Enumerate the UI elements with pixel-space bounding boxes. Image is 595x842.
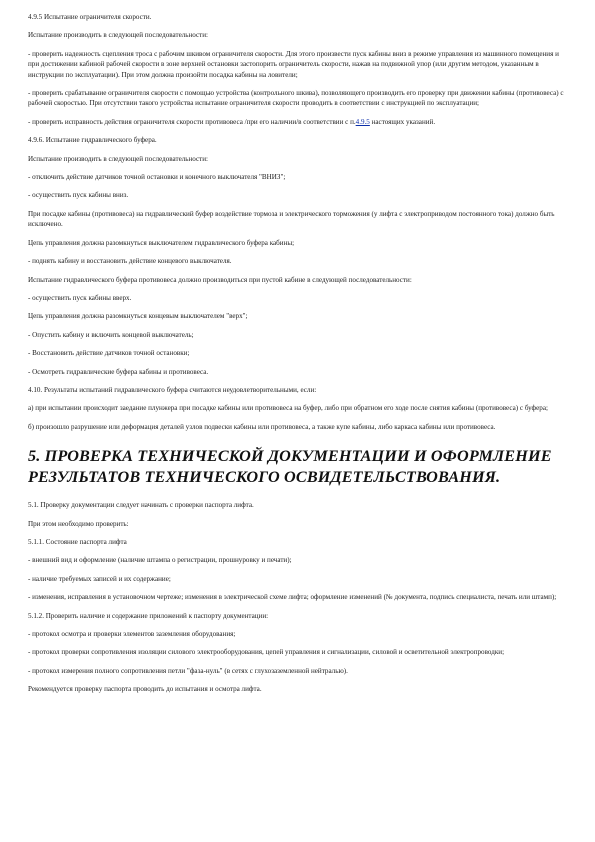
item-4-9-5-3-tail: настоящих указаний.	[369, 117, 436, 126]
item-4-10-b: б) произошло разрушение или деформация деталей узлов подвески кабины или противовеса, а также купе кабины, либо каркаса кабины или противовеса.	[28, 422, 496, 431]
item-4-9-5-2: - проверить срабатывание ограничителя скорости с помощью устройства (контрольного шкива), позволяющего производить его проверку при движении кабины (противовеса) с рабочей скоростью. При отсутствии такого устройства испытание ограничителя скорости проводить в соответствии с инструкцией по эксплуатации;	[28, 89, 564, 108]
para-4-9-6-3: Испытание гидравлического буфера противовеса должно производиться при пустой кабине в следующей последовательности:	[28, 275, 412, 284]
para-4-9-6-1: При посадке кабины (противовеса) на гидравлический буфер воздействие тормоза и электрического торможения (у лифта с электроприводом постоянного тока) должно быть исключено.	[28, 209, 555, 229]
para-5-1-2: 5.1.2. Проверить наличие и содержание приложений к паспорту документации:	[28, 611, 269, 620]
heading-4-10: 4.10. Результаты испытаний гидравлического буфера считаются неудовлетворительными, если:	[28, 385, 317, 394]
heading-4-9-5: 4.9.5 Испытание ограничителя скорости.	[28, 13, 152, 21]
intro-4-9-6: Испытание производить в следующей последовательности:	[28, 154, 209, 163]
para-check: При этом необходимо проверить:	[28, 519, 129, 528]
item-5-5: - протокол проверки сопротивления изоляции силового электрооборудования, цепей управления и сигнализации, силовой и осветительной электропроводки;	[28, 648, 505, 657]
para-5-1-1: 5.1.1. Состояние паспорта лифта	[28, 537, 127, 546]
item-5-4: - протокол осмотра и проверки элементов заземления оборудования;	[28, 630, 236, 638]
item-5-6: - протокол измерения полного сопротивления петли "фаза-нуль" (в сетях с глухозаземленной нейтралью).	[28, 666, 348, 675]
item-4-9-5-3	[28, 117, 568, 127]
item-4-9-6-6: - Восстановить действие датчиков точной остановки;	[28, 349, 190, 358]
heading-4-9-6: 4.9.6. Испытание гидравлического буфера.	[28, 136, 157, 145]
item-4-9-6-1: - отключить действие датчиков точной остановки и конечного выключателя "ВНИЗ";	[28, 173, 286, 182]
item-5-1: - внешний вид и оформление (наличие штампа о регистрации, прошнуровку и печати);	[28, 556, 292, 565]
item-4-10-a: а) при испытании происходит заедание плунжера при посадке кабины или противовеса на буфер, либо при обратном его ходе после снятия кабины (противовеса) с буфера;	[28, 404, 548, 413]
document-page	[28, 12, 568, 695]
item-4-9-6-4: - осуществить пуск кабины вверх.	[28, 293, 132, 302]
item-5-2: - наличие требуемых записей и их содержание;	[28, 574, 171, 583]
item-4-9-5-1: - проверить надежность сцепления троса с рабочим шкивом ограничителя скорости. Для этого произвести пуск кабины вниз в режиме управления из машинного помещения и при достижении кабиной рабочей скорости в зоне верхней остановки застопорить ограничитель скорости, нажав на подвижной упор (или другим методом, указанным в инструкции по эксплуатации). При этом должна произойти посадка кабины на ловители;	[28, 49, 559, 79]
intro-4-9-5: Испытание производить в следующей последовательности:	[28, 31, 209, 40]
item-4-9-6-5: - Опустить кабину и включить концевой выключатель;	[28, 330, 194, 339]
clause-4-9-5-link[interactable]: 4.9.5	[355, 117, 370, 126]
para-final: Рекомендуется проверку паспорта проводить до испытания и осмотра лифта.	[28, 685, 262, 694]
item-4-9-6-3: - поднять кабину и восстановить действие концевого выключателя.	[28, 257, 232, 266]
item-4-9-6-7: - Осмотреть гидравлические буфера кабины и противовеса.	[28, 367, 209, 376]
para-4-9-6-2: Цепь управления должна разомкнуться выключателем гидравлического буфера кабины;	[28, 238, 295, 247]
para-5-1: 5.1. Проверку документации следует начинать с проверки паспорта лифта.	[28, 501, 254, 510]
item-4-9-5-3-text: - проверить исправность действия ограничителя скорости противовеса /при его наличии/в соответствии с п.	[28, 117, 356, 126]
section-5-title: 5. ПРОВЕРКА ТЕХНИЧЕСКОЙ ДОКУМЕНТАЦИИ И ОФОРМЛЕНИЕ РЕЗУЛЬТАТОВ ТЕХНИЧЕСКОГО ОСВИДЕТЕЛЬСТВОВАНИЯ.	[28, 447, 552, 487]
para-4-9-6-4: Цепь управления должна разомкнуться концевым выключателем "верх";	[28, 312, 248, 321]
item-5-3: - изменения, исправления в установочном чертеже; изменения в электрической схеме лифта; оформление изменений (№ документа, подпись специалиста, печать или штамп);	[28, 593, 557, 602]
item-4-9-6-2: - осуществить пуск кабины вниз.	[28, 191, 129, 200]
